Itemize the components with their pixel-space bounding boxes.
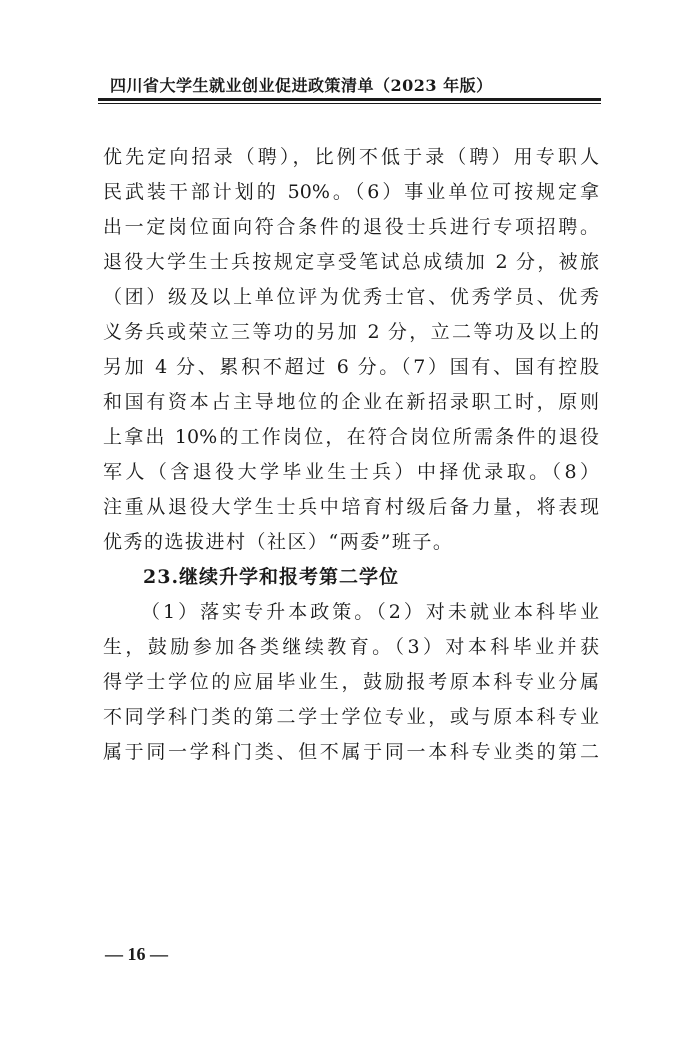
page-number: — 16 —: [105, 944, 168, 964]
paragraph-line: 出一定岗位面向符合条件的退役士兵进行专项招聘。: [103, 216, 599, 238]
paragraph-line: 上拿出 10%的工作岗位，在符合岗位所需条件的退役: [103, 426, 599, 448]
header-rule: [98, 98, 601, 104]
body-text: [103, 140, 599, 770]
section-paragraph-line: 生，鼓励参加各类继续教育。（3）对本科毕业并获: [103, 636, 599, 658]
paragraph-line: 民武装干部计划的 50%。（6）事业单位可按规定拿: [103, 181, 599, 203]
paragraph-line: （团）级及以上单位评为优秀士官、优秀学员、优秀: [103, 286, 599, 308]
header-rule-thick: [98, 98, 601, 101]
paragraph-line: 优先定向招录（聘），比例不低于录（聘）用专职人: [103, 146, 599, 168]
header-rule-thin: [98, 103, 601, 104]
section-paragraph-line: 属于同一学科门类、但不属于同一本科专业类的第二: [103, 741, 599, 763]
section-paragraph-line: 得学士学位的应届毕业生，鼓励报考原本科专业分属: [103, 671, 599, 693]
section-paragraph-line: 不同学科门类的第二学士学位专业，或与原本科专业: [103, 706, 599, 728]
paragraph-line: 军人（含退役大学毕业生士兵）中择优录取。（8）: [103, 461, 599, 483]
running-header-title: 四川省大学生就业创业促进政策清单（2023 年版）: [110, 76, 493, 95]
section-heading: 23.继续升学和报考第二学位: [143, 566, 400, 588]
section-paragraph-line: （1）落实专升本政策。（2）对未就业本科毕业: [141, 601, 599, 623]
paragraph-line: 另加 4 分、累积不超过 6 分。（7）国有、国有控股: [103, 356, 599, 378]
paragraph-line: 优秀的选拔进村（社区）“两委”班子。: [103, 531, 454, 553]
paragraph-line: 注重从退役大学生士兵中培育村级后备力量，将表现: [103, 496, 599, 518]
paragraph-line: 义务兵或荣立三等功的另加 2 分，立二等功及以上的: [103, 321, 599, 343]
paragraph-line: 退役大学生士兵按规定享受笔试总成绩加 2 分，被旅: [103, 251, 599, 273]
paragraph-line: 和国有资本占主导地位的企业在新招录职工时，原则: [103, 391, 599, 413]
